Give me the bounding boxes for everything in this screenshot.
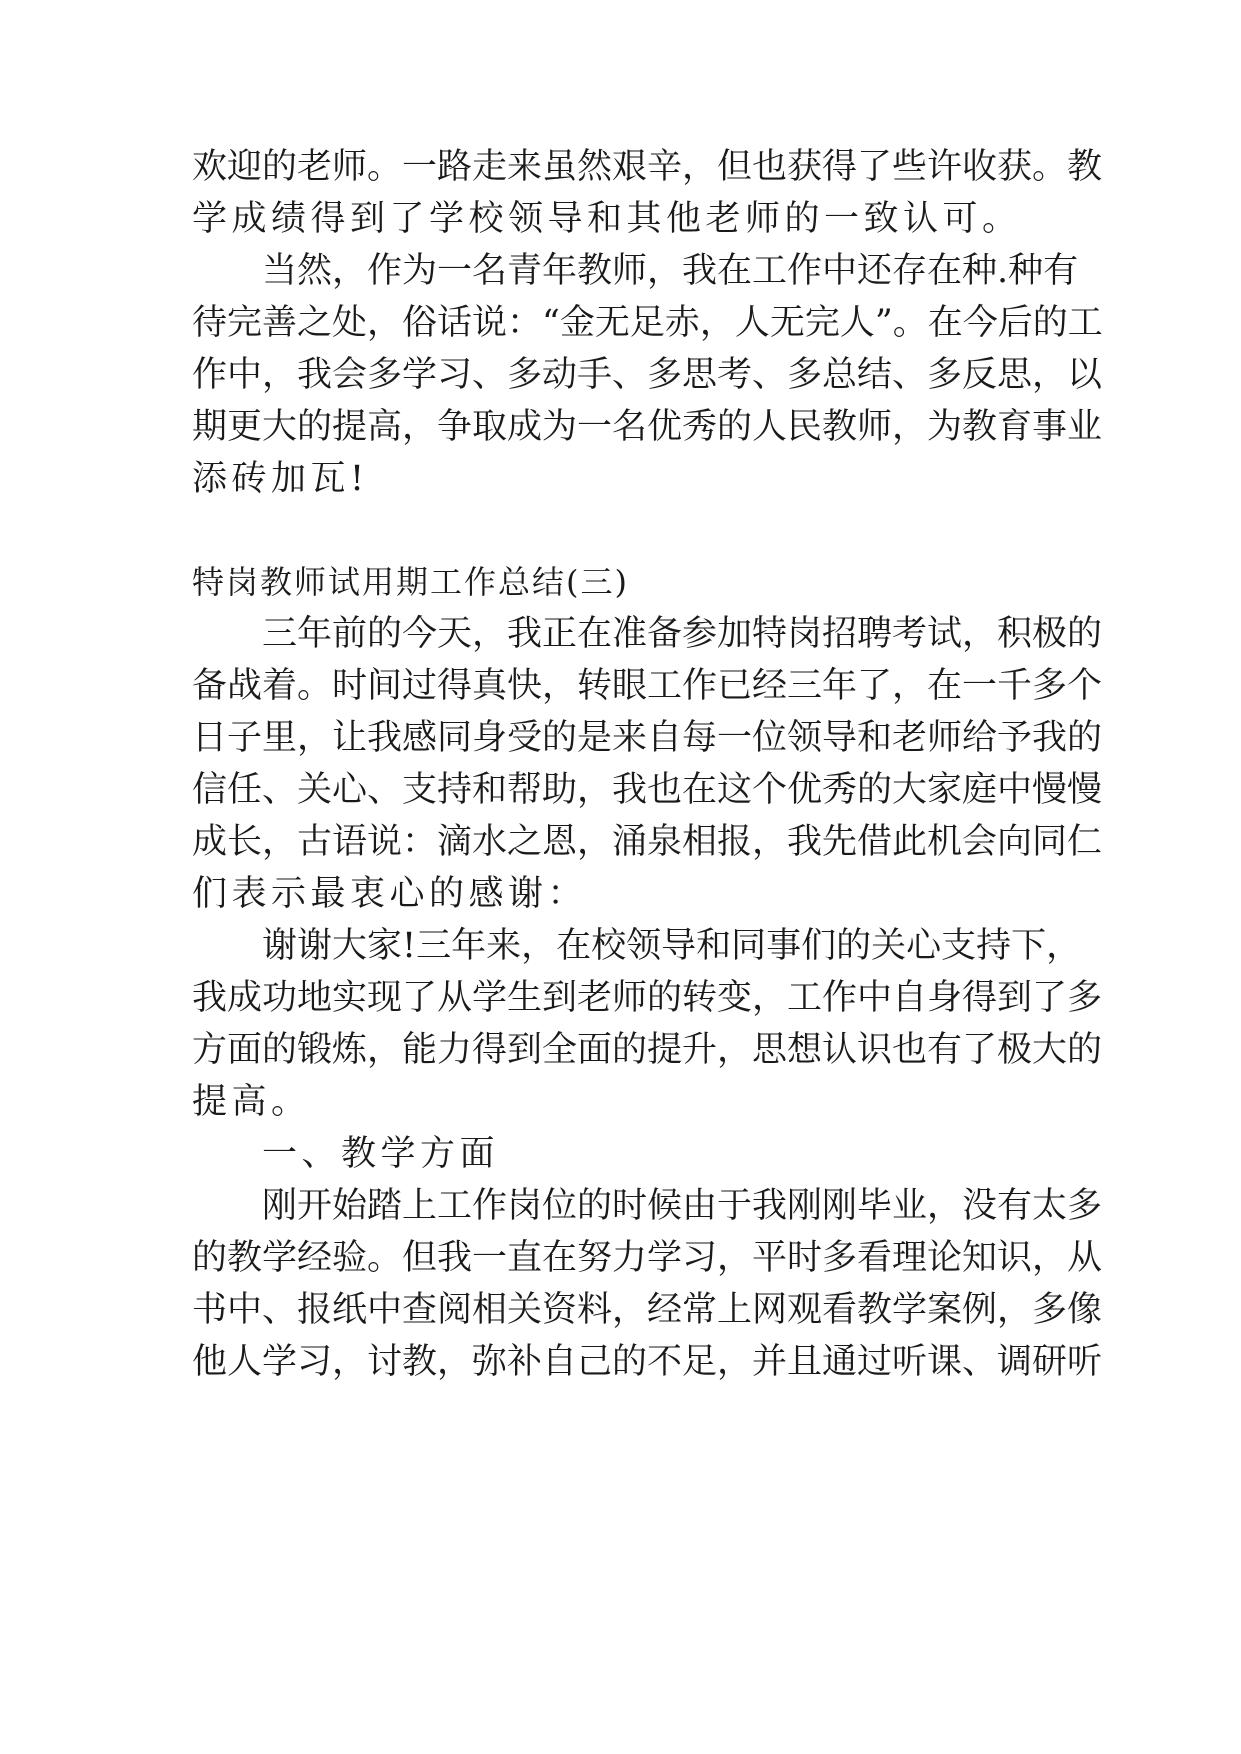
paragraph-5-line-2: 的教学经验。但我一直在努力学习，平时多看理论知识，从 — [192, 1238, 1103, 1278]
paragraph-1-line-1: 欢迎的老师。一路走来虽然艰辛，但也获得了些许收获。教 — [192, 147, 1103, 187]
paragraph-4-line-1: 谢谢大家!三年来，在校领导和同事们的关心支持下， — [262, 926, 1082, 966]
paragraph-2-line-5: 添砖加瓦! — [192, 459, 369, 499]
section-title: 特岗教师试用期工作总结(三) — [192, 563, 629, 601]
paragraph-2-line-2: 待完善之处，俗话说：“金无足赤，人无完人”。在今后的工 — [192, 303, 1103, 343]
paragraph-4-line-3: 方面的锻炼，能力得到全面的提升，思想认识也有了极大的 — [192, 1030, 1103, 1070]
paragraph-3-line-4: 信任、关心、支持和帮助，我也在这个优秀的大家庭中慢慢 — [192, 770, 1103, 810]
paragraph-3-line-1: 三年前的今天，我正在准备参加特岗招聘考试，积极的 — [262, 614, 1103, 654]
paragraph-3-line-5: 成长，古语说：滴水之恩，涌泉相报，我先借此机会向同仁 — [192, 822, 1103, 862]
paragraph-3-line-6: 们表示最衷心的感谢： — [192, 874, 588, 914]
paragraph-3-line-2: 备战着。时间过得真快，转眼工作已经三年了，在一千多个 — [192, 666, 1103, 706]
subheading: 一、教学方面 — [262, 1134, 500, 1174]
paragraph-2-line-1: 当然，作为一名青年教师，我在工作中还存在种.种有 — [262, 251, 1079, 291]
paragraph-4-line-2: 我成功地实现了从学生到老师的转变，工作中自身得到了多 — [192, 978, 1103, 1018]
paragraph-5-line-3: 书中、报纸中查阅相关资料，经常上网观看教学案例，多像 — [192, 1290, 1103, 1330]
paragraph-4-line-4: 提高。 — [192, 1082, 311, 1122]
paragraph-2-line-3: 作中，我会多学习、多动手、多思考、多总结、多反思，以 — [192, 355, 1103, 395]
paragraph-2-line-4: 期更大的提高，争取成为一名优秀的人民教师，为教育事业 — [192, 407, 1103, 447]
paragraph-3-line-3: 日子里，让我感同身受的是来自每一位领导和老师给予我的 — [192, 718, 1103, 758]
paragraph-5-line-1: 刚开始踏上工作岗位的时候由于我刚刚毕业，没有太多 — [262, 1186, 1103, 1226]
paragraph-1-line-2: 学成绩得到了学校领导和其他老师的一致认可。 — [192, 199, 1022, 239]
paragraph-5-line-4: 他人学习，讨教，弥补自己的不足，并且通过听课、调研听 — [192, 1342, 1103, 1382]
